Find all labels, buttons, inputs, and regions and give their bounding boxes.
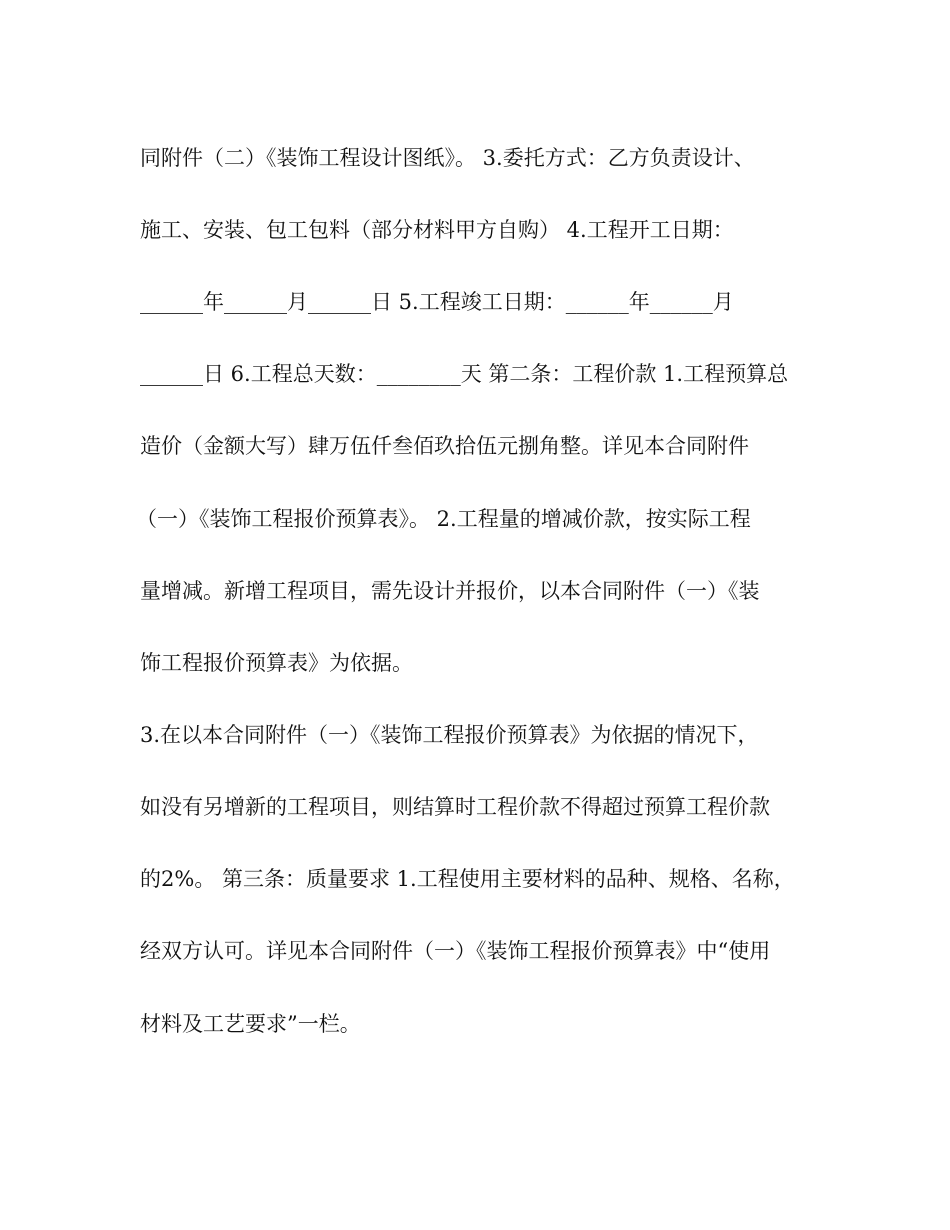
paragraph-line: 造价（金额大写）肆万伍仟叁佰玖拾伍元捌角整。详见本合同附件 bbox=[140, 434, 749, 458]
paragraph-line: 材料及工艺要求”一栏。 bbox=[140, 1012, 361, 1036]
paragraph-line: 施工、安装、包工包料（部分材料甲方自购） 4.工程开工日期： bbox=[140, 218, 734, 242]
paragraph-line: 经双方认可。详见本合同附件（一）《装饰工程报价预算表》中“使用 bbox=[140, 939, 771, 963]
paragraph-line: 3.在以本合同附件（一）《装饰工程报价预算表》为依据的情况下， bbox=[140, 723, 759, 747]
paragraph-line: （一）《装饰工程报价预算表》。 2.工程量的增减价款，按实际工程 bbox=[136, 507, 751, 531]
paragraph-line: 饰工程报价预算表》为依据。 bbox=[140, 651, 413, 675]
paragraph-line: 量增减。新增工程项目，需先设计并报价，以本合同附件（一）《装 bbox=[140, 579, 760, 603]
paragraph-line: ______年______月______日 5.工程竣工日期：______年______月 bbox=[140, 290, 734, 314]
paragraph-line: ______日 6.工程总天数：________天 第二条：工程价款 1.工程预算总 bbox=[140, 362, 789, 386]
paragraph-line: 同附件（二）《装饰工程设计图纸》。 3.委托方式：乙方负责设计、 bbox=[140, 146, 755, 170]
paragraph-line: 的2%。 第三条：质量要求 1.工程使用主要材料的品种、规格、名称， bbox=[140, 867, 795, 891]
paragraph-line: 如没有另增新的工程项目，则结算时工程价款不得超过预算工程价款 bbox=[140, 795, 770, 819]
